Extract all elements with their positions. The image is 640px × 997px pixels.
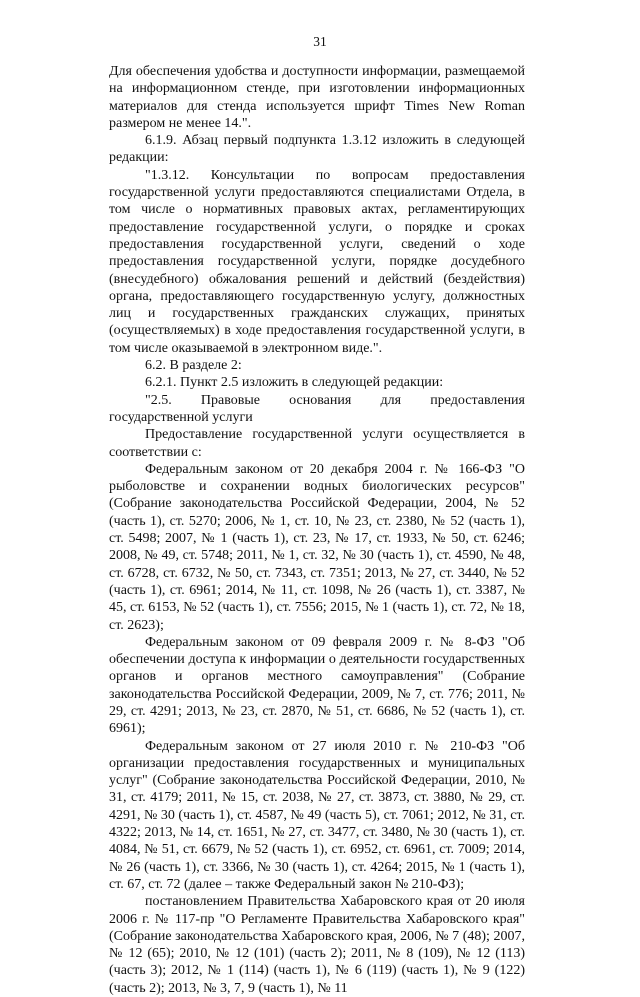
paragraph-2-5-heading: "2.5. Правовые основания для предоставления государственной услуги: [109, 392, 525, 425]
document-body: [109, 63, 525, 997]
paragraph-6-1-9: 6.1.9. Абзац первый подпункта 1.3.12 изложить в следующей редакции:: [109, 133, 525, 166]
paragraph-law-8-fz: Федеральным законом от 09 февраля 2009 г. № 8-ФЗ "Об обеспечении доступа к информации о деятельности государственных органов и органов местного самоуправления" (Собрание законодательства Российской Федерации, 2009, № 7, ст. 776; 2011, № 29, ст. 4291; 2013, № 23, ст. 2870, № 51, ст. 6686, № 52 (часть 1), ст. 6961);: [109, 634, 525, 737]
paragraph-1-3-12: "1.3.12. Консультации по вопросам предоставления государственной услуги предоставляются специалистами Отдела, в том числе о нормативных правовых актах, регламентирующих предоставление государственной услуги, о порядке и сроках предоставления государственной услуги, сведений о ходе предоставления государственной услуги, порядке досудебного (внесудебного) обжалования решений и действий (бездействия) органа, предоставляющего государственную услугу, должностных лиц и государственных гражданских служащих, принятых (осуществляемых) в ходе предоставления государственной услуги, в том числе оказываемой в электронном виде.".: [109, 167, 525, 356]
page-number: 31: [313, 34, 327, 49]
paragraph-law-166-fz: Федеральным законом от 20 декабря 2004 г. № 166-ФЗ "О рыболовстве и сохранении водных биологических ресурсов" (Собрание законодательства Российской Федерации, 2004, № 52 (часть 1), ст. 5270; 2006, № 1, ст. 10, № 23, ст. 2380, № 52 (часть 1), ст. 5498; 2007, № 1 (часть 1), ст. 23, № 17, ст. 1933, № 50, ст. 6246; 2008, № 49, ст. 5748; 2011, № 1, ст. 32, № 30 (часть 1), ст. 4590, № 48, ст. 6728, ст. 6732, № 50, ст. 7343, ст. 7351; 2013, № 27, ст. 3440, № 52 (часть 1), ст. 6961; 2014, № 11, ст. 1098, № 26 (часть 1), ст. 3387, № 45, ст. 6153, № 52 (часть 1), ст. 7556; 2015, № 1 (часть 1), ст. 72, № 18, ст. 2623);: [109, 461, 525, 633]
paragraph-resolution-117-pr: постановлением Правительства Хабаровского края от 20 июля 2006 г. № 117-пр "О Регламенте Правительства Хабаровского края" (Собрание законодательства Хабаровского края, 2006, № 7 (48); 2007, № 12 (65); 2010, № 12 (101) (часть 2); 2011, № 8 (109), № 12 (113) (часть 3); 2012, № 1 (114) (часть 1), № 6 (119) (часть 1), № 9 (122) (часть 2); 2013, № 3, 7, 9 (часть 1), № 11: [109, 894, 525, 996]
paragraph-service-basis: Предоставление государственной услуги осуществляется в соответствии с:: [109, 427, 525, 460]
paragraph-6-2-1: 6.2.1. Пункт 2.5 изложить в следующей редакции:: [145, 375, 444, 391]
paragraph-stand-font: Для обеспечения удобства и доступности информации, размещаемой на информационном стенде, при изготовлении информационных материалов для стенда используется шрифт Times New Roman размером не менее 14.".: [109, 64, 525, 131]
paragraph-law-210-fz: Федеральным законом от 27 июля 2010 г. № 210-ФЗ "Об организации предоставления государственных и муниципальных услуг" (Собрание законодательства Российской Федерации, 2010, № 31, ст. 4179; 2011, № 15, ст. 2038, № 27, ст. 3873, ст. 3880, № 29, ст. 4291, № 30 (часть 1), ст. 4587, № 49 (часть 5), ст. 7061; 2012, № 31, ст. 4322; 2013, № 14, ст. 1651, № 27, ст. 3477, ст. 3480, № 30 (часть 1), ст. 4084, № 51, ст. 6679, № 52 (часть 1), ст. 6952, ст. 6961, ст. 7009; 2014, № 26 (часть 1), ст. 3366, № 30 (часть 1), ст. 4264; 2015, № 1 (часть 1), ст. 67, ст. 72 (далее – также Федеральный закон № 210-ФЗ);: [109, 738, 525, 892]
paragraph-6-2: 6.2. В разделе 2:: [145, 358, 242, 374]
